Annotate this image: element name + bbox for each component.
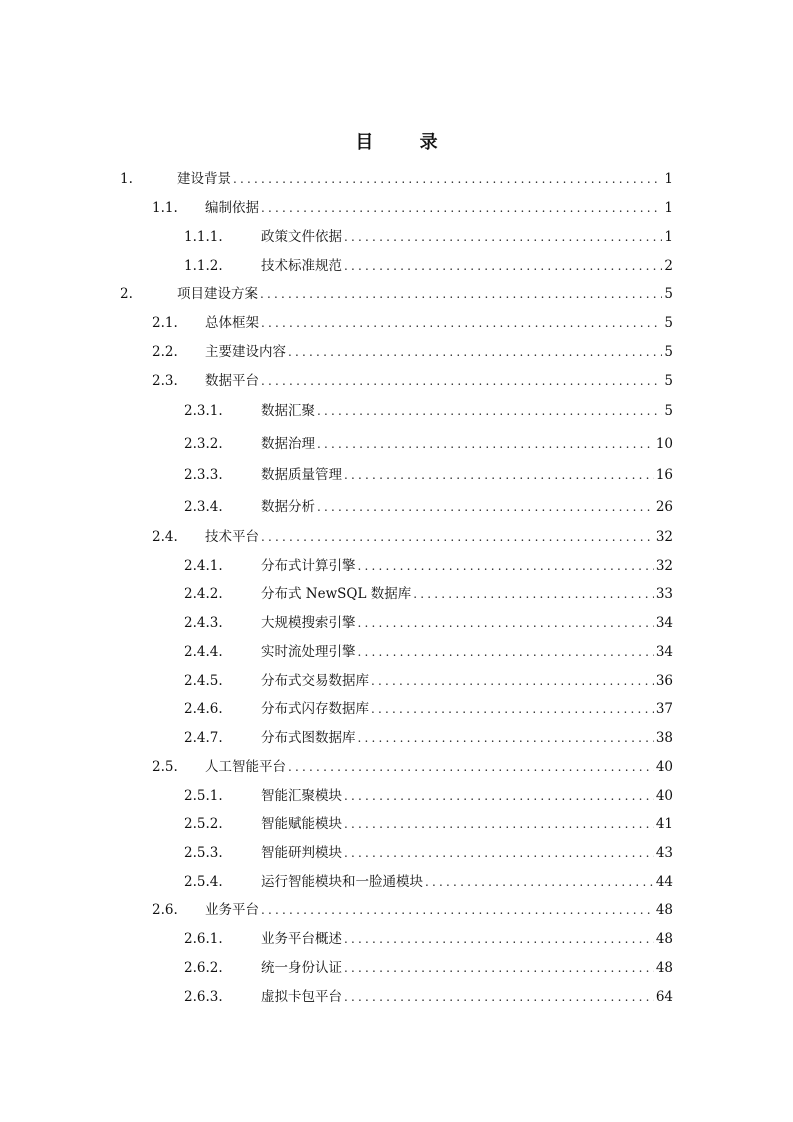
toc-entry-page: 5 [664,403,673,419]
toc-entry-page: 33 [655,586,673,602]
toc-entry-number: 2.2. [152,344,178,360]
toc-entry-number: 2.6.3. [184,989,223,1005]
toc-entry[interactable] [0,987,793,1007]
toc-entry-page: 40 [655,759,673,775]
toc-entry-page: 48 [655,960,673,976]
toc-entry-page: 48 [655,902,673,918]
toc-entry[interactable] [0,584,793,604]
toc-entry-number: 2.4. [152,529,178,545]
toc-dot-leader [288,342,662,362]
toc-entry-page: 5 [664,315,673,331]
toc-entry-title: 统一身份认证 [261,960,342,976]
toc-entry-page: 40 [655,788,673,804]
toc-entry-number: 2.4.3. [184,615,223,631]
toc-entry-number: 1.1. [152,200,178,216]
toc-dot-leader [317,401,662,421]
toc-dot-leader [344,786,654,806]
toc-entry-number: 2.3. [152,373,178,389]
toc-entry-page: 5 [664,373,673,389]
toc-entry[interactable] [0,900,793,920]
toc-dot-leader [317,497,654,517]
toc-dot-leader [261,527,654,547]
toc-entry-page: 1 [664,200,673,216]
toc-entry-page: 43 [655,845,673,861]
toc-dot-leader [344,814,654,834]
toc-entry-number: 2.6.1. [184,931,223,947]
toc-entry-title: 分布式图数据库 [261,730,356,746]
toc-entry-title: 分布式闪存数据库 [261,701,369,717]
toc-dot-leader [344,465,654,485]
toc-entry-number: 1.1.2. [184,258,223,274]
toc-dot-leader [260,284,662,304]
toc-entry-title: 总体框架 [205,315,259,331]
toc-entry[interactable] [0,699,793,719]
toc-dot-leader [261,198,662,218]
toc-entry-title: 虚拟卡包平台 [261,989,342,1005]
toc-entry-page: 48 [655,931,673,947]
toc-entry[interactable] [0,342,793,362]
toc-entry[interactable] [0,284,793,304]
toc-entry[interactable] [0,527,793,547]
toc-entry-page: 1 [664,229,673,245]
toc-entry[interactable] [0,929,793,949]
toc-entry-title: 编制依据 [205,200,259,216]
toc-entry-page: 5 [664,286,673,302]
toc-entry-number: 2.6. [152,902,178,918]
toc-entry-number: 2.5.2. [184,816,223,832]
toc-entry[interactable] [0,497,793,517]
toc-dot-leader [261,371,662,391]
toc-entry[interactable] [0,169,793,189]
toc-entry-number: 2.5. [152,759,178,775]
toc-entry[interactable] [0,613,793,633]
toc-entry-title: 数据分析 [261,499,315,515]
toc-entry-page: 64 [655,989,673,1005]
toc-entry-number: 2.4.2. [184,586,223,602]
toc-entry-page: 10 [655,436,673,452]
toc-entry[interactable] [0,728,793,748]
toc-dot-leader [261,313,662,333]
toc-dot-leader [358,642,654,662]
toc-entry-title: 智能汇聚模块 [261,788,342,804]
toc-entry-title: 业务平台概述 [261,931,342,947]
toc-entry-number: 2.3.1. [184,403,223,419]
toc-dot-leader [317,434,654,454]
toc-entry-number: 2.5.4. [184,874,223,890]
toc-entry[interactable] [0,401,793,421]
toc-entry-title: 数据汇聚 [261,403,315,419]
toc-entry-title: 分布式计算引擎 [261,558,356,574]
toc-entry-title: 大规模搜索引擎 [261,615,356,631]
toc-dot-leader [344,256,662,276]
toc-entry[interactable] [0,556,793,576]
toc-entry[interactable] [0,198,793,218]
toc-entry[interactable] [0,786,793,806]
toc-entry-number: 2.4.1. [184,558,223,574]
toc-entry[interactable] [0,958,793,978]
toc-entry-title: 运行智能模块和一脸通模块 [261,874,423,890]
toc-entry[interactable] [0,465,793,485]
toc-entry-title: 主要建设内容 [205,344,286,360]
toc-entry-title: 技术平台 [205,529,259,545]
toc-entry-title: 数据平台 [205,373,259,389]
toc-entry[interactable] [0,256,793,276]
toc-entry-title: 分布式 NewSQL 数据库 [261,586,412,602]
toc-dot-leader [371,699,654,719]
toc-entry-page: 37 [655,701,673,717]
toc-entry[interactable] [0,757,793,777]
toc-dot-leader [371,671,654,691]
toc-entry-number: 2.4.5. [184,673,223,689]
toc-entry-number: 2.4.6. [184,701,223,717]
toc-dot-leader [233,169,662,189]
toc-entry-page: 41 [655,816,673,832]
toc-entry[interactable] [0,434,793,454]
toc-entry-title: 项目建设方案 [177,286,258,302]
toc-entry[interactable] [0,843,793,863]
toc-entry-title: 数据治理 [261,436,315,452]
toc-entry-number: 2.4.7. [184,730,223,746]
toc-dot-leader [413,584,654,604]
toc-entry-number: 2. [120,286,133,302]
toc-entry-number: 2.4.4. [184,644,223,660]
toc-dot-leader [344,929,654,949]
toc-entry-page: 5 [664,344,673,360]
toc-entry-page: 34 [655,644,673,660]
toc-entry-number: 1.1.1. [184,229,223,245]
toc-entry-number: 2.5.1. [184,788,223,804]
toc-entry-page: 26 [655,499,673,515]
toc-entry-title: 人工智能平台 [205,759,286,775]
page-title: 目 录 [355,132,458,153]
toc-dot-leader [358,556,654,576]
toc-entry-title: 政策文件依据 [261,229,342,245]
toc-entry-page: 16 [655,467,673,483]
toc-entry[interactable] [0,642,793,662]
toc-entry-title: 智能赋能模块 [261,816,342,832]
toc-entry-number: 2.3.4. [184,499,223,515]
toc-entry[interactable] [0,872,793,892]
toc-dot-leader [261,900,654,920]
toc-entry-title: 技术标准规范 [261,258,342,274]
toc-entry-title: 实时流处理引擎 [261,644,356,660]
toc-dot-leader [288,757,654,777]
toc-dot-leader [425,872,654,892]
toc-entry-page: 38 [655,730,673,746]
toc-entry-page: 32 [655,558,673,574]
toc-entry-title: 分布式交易数据库 [261,673,369,689]
toc-entry-page: 1 [664,171,673,187]
toc-entry-title: 业务平台 [205,902,259,918]
toc-dot-leader [358,613,654,633]
toc-dot-leader [344,958,654,978]
toc-entry-number: 2.5.3. [184,845,223,861]
toc-entry-page: 44 [655,874,673,890]
toc-entry[interactable] [0,671,793,691]
toc-entry-number: 2.1. [152,315,178,331]
toc-entry-number: 1. [120,171,133,187]
toc-entry[interactable] [0,814,793,834]
toc-entry-page: 2 [664,258,673,274]
toc-entry-page: 32 [655,529,673,545]
toc-entry[interactable] [0,313,793,333]
toc-entry-page: 34 [655,615,673,631]
toc-entry-number: 2.3.2. [184,436,223,452]
toc-entry-title: 建设背景 [177,171,231,187]
toc-entry-number: 2.3.3. [184,467,223,483]
toc-dot-leader [358,728,654,748]
toc-entry[interactable] [0,371,793,391]
toc-entry-title: 数据质量管理 [261,467,342,483]
toc-entry-title: 智能研判模块 [261,845,342,861]
toc-entry-page: 36 [655,673,673,689]
toc-entry-number: 2.6.2. [184,960,223,976]
toc-entry[interactable] [0,227,793,247]
toc-dot-leader [344,843,654,863]
toc-dot-leader [344,987,654,1007]
toc-dot-leader [344,227,662,247]
